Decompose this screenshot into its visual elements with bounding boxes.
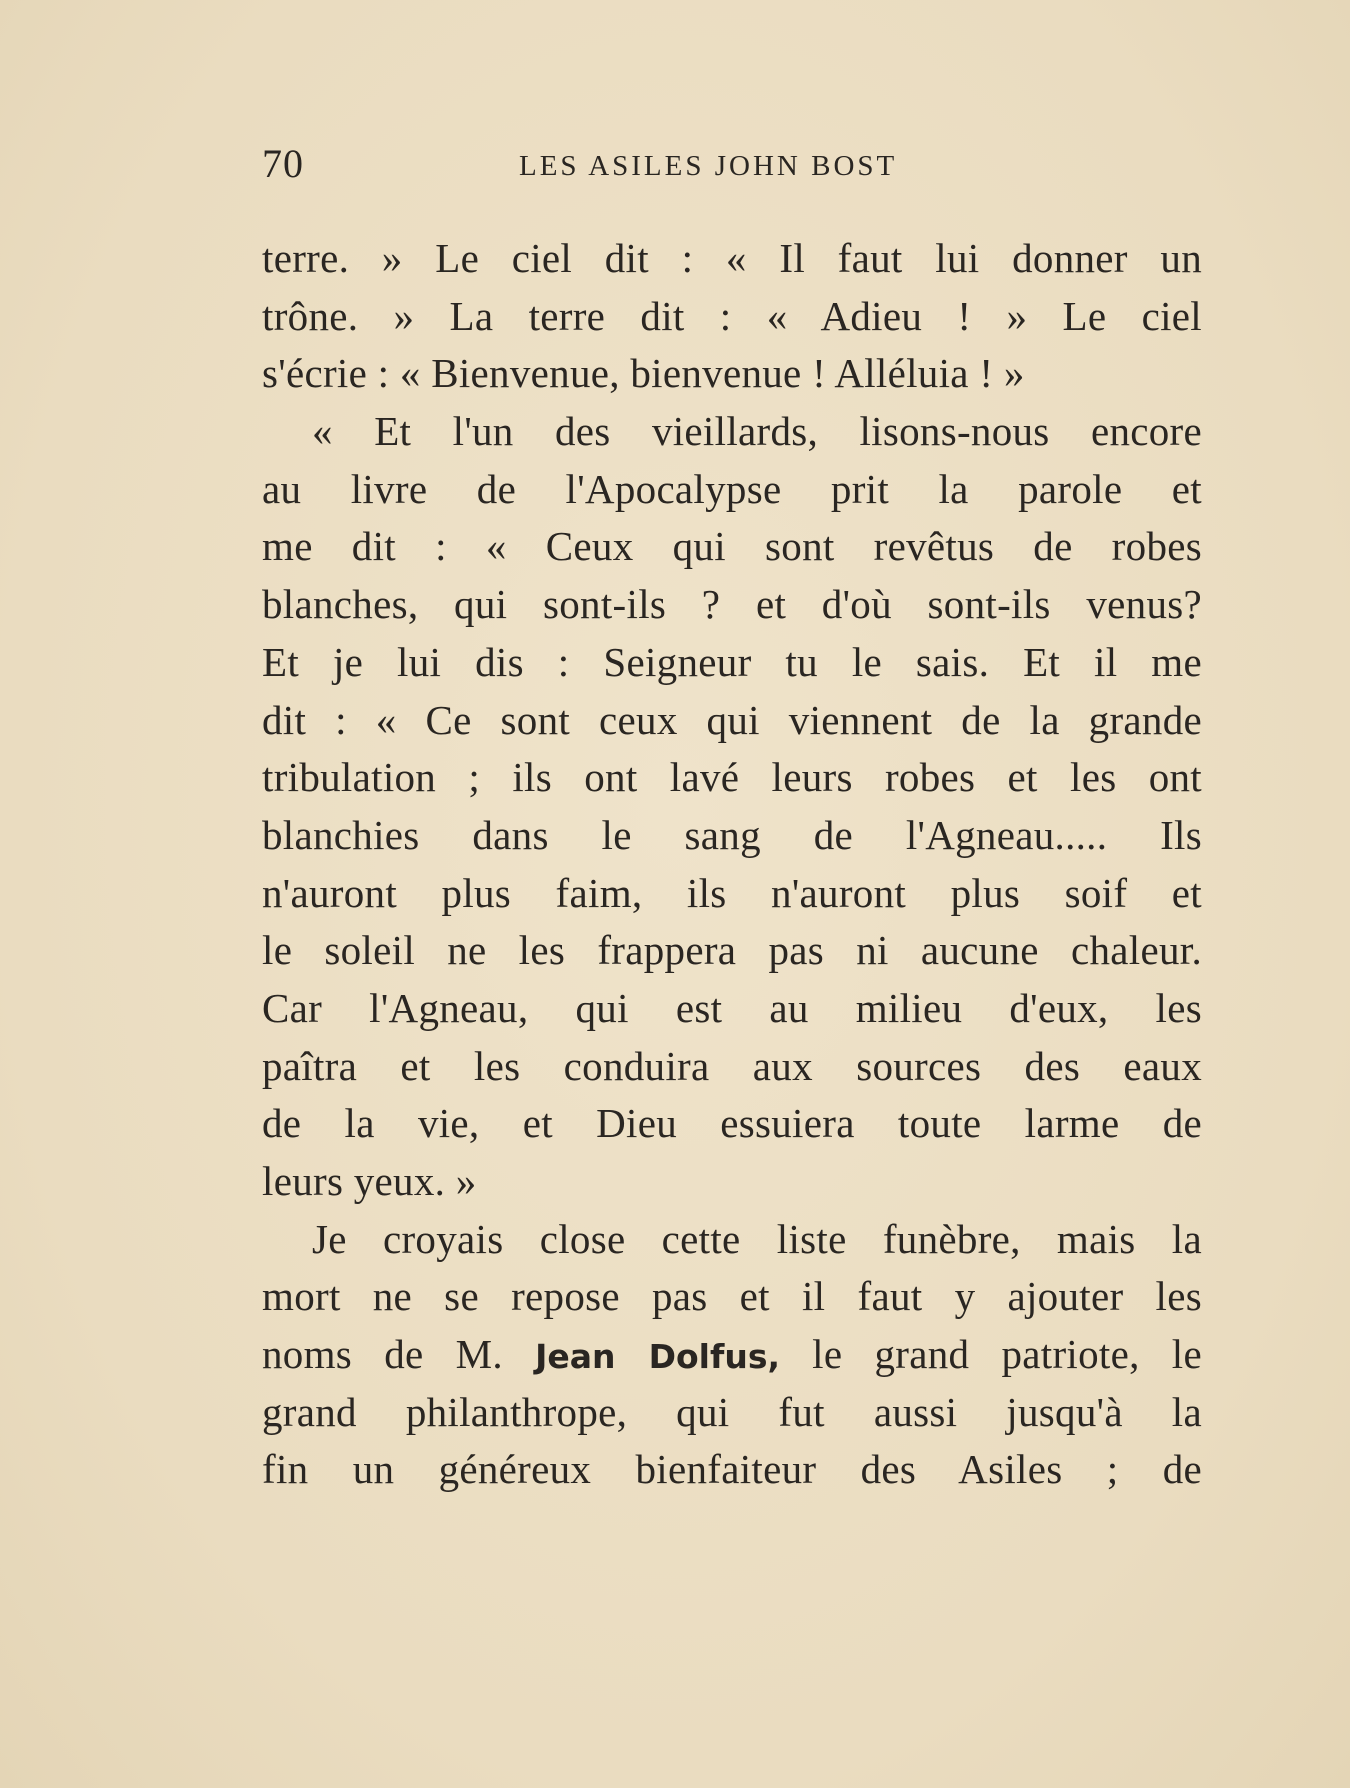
text-line: « Et l'un des vieillards, lisons-nous encore bbox=[312, 408, 1202, 455]
text-line: trône. » La terre dit : « Adieu ! » Le ciel bbox=[262, 292, 1202, 339]
text-line: dit : « Ce sont ceux qui viennent de la grande bbox=[262, 696, 1202, 743]
text-line: tribulation ; ils ont lavé leurs robes et les ont bbox=[262, 754, 1202, 801]
page-header bbox=[262, 140, 1272, 190]
text-line: mort ne se repose pas et il faut y ajouter les bbox=[262, 1273, 1202, 1320]
text-line: fin un généreux bienfaiteur des Asiles ; de bbox=[262, 1446, 1202, 1493]
text-line: n'auront plus faim, ils n'auront plus soif et bbox=[262, 869, 1202, 916]
page-number: 70 bbox=[262, 141, 304, 186]
text-line: blanches, qui sont-ils ? et d'où sont-ils venus? bbox=[262, 581, 1202, 628]
text-line: le soleil ne les frappera pas ni aucune chaleur. bbox=[262, 927, 1202, 974]
text-line: s'écrie : « Bienvenue, bienvenue ! Alléluia ! » bbox=[262, 350, 1025, 397]
text-line: Et je lui dis : Seigneur tu le sais. Et il me bbox=[262, 638, 1202, 685]
text-fragment: noms de M. bbox=[262, 1331, 503, 1378]
text-line: terre. » Le ciel dit : « Il faut lui donner un bbox=[262, 235, 1202, 281]
body-text bbox=[262, 230, 1202, 1499]
text-line: Car l'Agneau, qui est au milieu d'eux, les bbox=[262, 984, 1202, 1031]
text-line: au livre de l'Apocalypse prit la parole et bbox=[262, 465, 1202, 512]
text-line: leurs yeux. » bbox=[262, 1158, 477, 1204]
text-line: me dit : « Ceux qui sont revêtus de robes bbox=[262, 523, 1202, 570]
running-head: LES ASILES JOHN BOST bbox=[519, 150, 898, 182]
person-name: Jean Dolfus, bbox=[535, 1337, 780, 1377]
text-line bbox=[262, 1326, 1202, 1384]
text-fragment: le grand patriote, le bbox=[812, 1331, 1202, 1378]
text-line: grand philanthrope, qui fut aussi jusqu'à la bbox=[262, 1388, 1202, 1435]
text-line: blanchies dans le sang de l'Agneau..... Ils bbox=[262, 811, 1202, 858]
text-line: Je croyais close cette liste funèbre, mais la bbox=[312, 1215, 1202, 1262]
text-line: de la vie, et Dieu essuiera toute larme de bbox=[262, 1100, 1202, 1147]
text-line: paîtra et les conduira aux sources des eaux bbox=[262, 1042, 1202, 1089]
